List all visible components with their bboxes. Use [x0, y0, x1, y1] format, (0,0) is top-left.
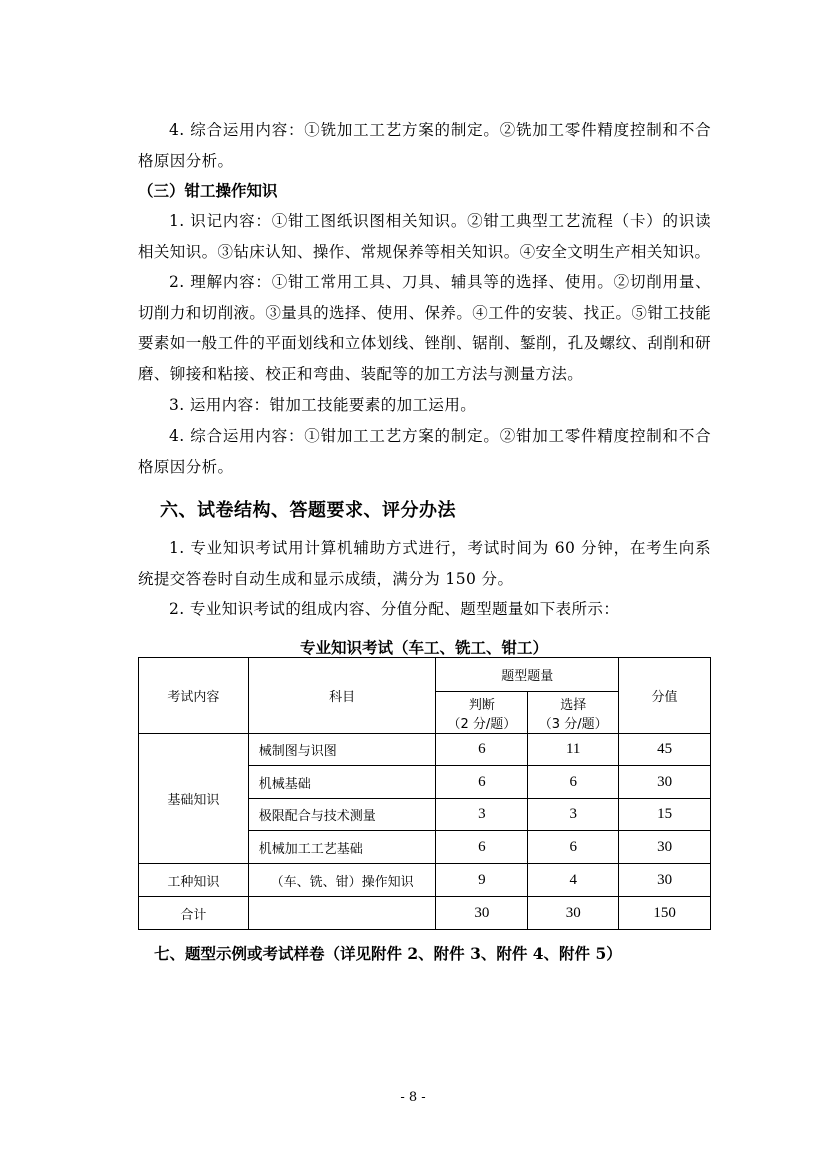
subject-cell: 械制图与识图 [248, 734, 436, 766]
paragraph-fitter-1: 1. 识记内容：①钳工图纸识图相关知识。②钳工典型工艺流程（卡）的识读相关知识。③钻床认知、操作、常规保养等相关知识。④安全文明生产相关知识。 [138, 212, 711, 261]
choice-cell: 4 [528, 864, 619, 897]
subject-cell: 极限配合与技术测量 [248, 799, 436, 831]
exam-structure-table [138, 657, 711, 930]
score-cell: 15 [619, 799, 711, 831]
subject-cell [248, 897, 436, 930]
score-cell: 30 [619, 766, 711, 799]
judge-cell: 9 [436, 864, 528, 897]
heading-section-7: 七、题型示例或考试样卷（详见附件 2、附件 3、附件 4、附件 5） [154, 944, 622, 963]
header-judge-label: 判断 [468, 697, 495, 713]
header-score: 分值 [619, 658, 711, 734]
header-choice-points: （3 分/题） [538, 716, 608, 732]
paragraph-fitter-2: 2. 理解内容：①钳工常用工具、刀具、辅具等的选择、使用。②切削用量、切削力和切削液。③量具的选择、使用、保养。④工件的安装、找正。⑤钳工技能要素如一般工件的平面划线和立体划线、锉削、锯削、錾削，孔及螺纹、刮削和研磨、铆接和粘接、校正和弯曲、装配等的加工方法与测量方法。 [138, 273, 711, 383]
paragraph-s6-2: 2. 专业知识考试的组成内容、分值分配、题型题量如下表所示： [169, 600, 620, 618]
heading-fitter: （三）钳工操作知识 [138, 181, 278, 200]
judge-total: 30 [436, 897, 528, 930]
heading-section-6: 六、试卷结构、答题要求、评分办法 [160, 500, 456, 521]
table-row [139, 734, 711, 766]
table-title: 专业知识考试（车工、铣工、钳工） [299, 638, 548, 657]
header-judge-points: （2 分/题） [447, 716, 517, 732]
choice-cell: 6 [528, 831, 619, 864]
choice-total: 30 [528, 897, 619, 930]
group-basic-knowledge: 基础知识 [139, 734, 249, 864]
score-total: 150 [619, 897, 711, 930]
score-cell: 30 [619, 831, 711, 864]
header-judge [436, 692, 528, 734]
paragraph-fitter-4: 4. 综合运用内容：①钳加工工艺方案的制定。②钳加工零件精度控制和不合格原因分析。 [138, 427, 711, 476]
paragraph-s6-1: 1. 专业知识考试用计算机辅助方式进行，考试时间为 60 分钟，在考生向系统提交答卷时自动生成和显示成绩，满分为 150 分。 [138, 539, 711, 588]
judge-cell: 6 [436, 766, 528, 799]
subject-cell: 机械加工工艺基础 [248, 831, 436, 864]
table-row [139, 864, 711, 897]
choice-cell: 3 [528, 799, 619, 831]
header-choice [528, 692, 619, 734]
judge-cell: 6 [436, 734, 528, 766]
total-label: 合计 [139, 897, 249, 930]
paragraph-fitter-3: 3. 运用内容：钳加工技能要素的加工运用。 [169, 396, 477, 414]
paragraph-mill-4: 4. 综合运用内容：①铣加工工艺方案的制定。②铣加工零件精度控制和不合格原因分析。 [138, 121, 711, 170]
score-cell: 45 [619, 734, 711, 766]
subject-cell: 机械基础 [248, 766, 436, 799]
subject-cell: （车、铣、钳）操作知识 [248, 864, 436, 897]
total-row [139, 897, 711, 930]
header-content: 考试内容 [139, 658, 249, 734]
header-choice-label: 选择 [560, 697, 587, 713]
judge-cell: 3 [436, 799, 528, 831]
choice-cell: 11 [528, 734, 619, 766]
choice-cell: 6 [528, 766, 619, 799]
header-question-type: 题型题量 [436, 658, 619, 692]
header-subject: 科目 [248, 658, 436, 734]
trade-knowledge-cell: 工种知识 [139, 864, 249, 897]
judge-cell: 6 [436, 831, 528, 864]
page-number: - 8 - [400, 1090, 426, 1105]
score-cell: 30 [619, 864, 711, 897]
